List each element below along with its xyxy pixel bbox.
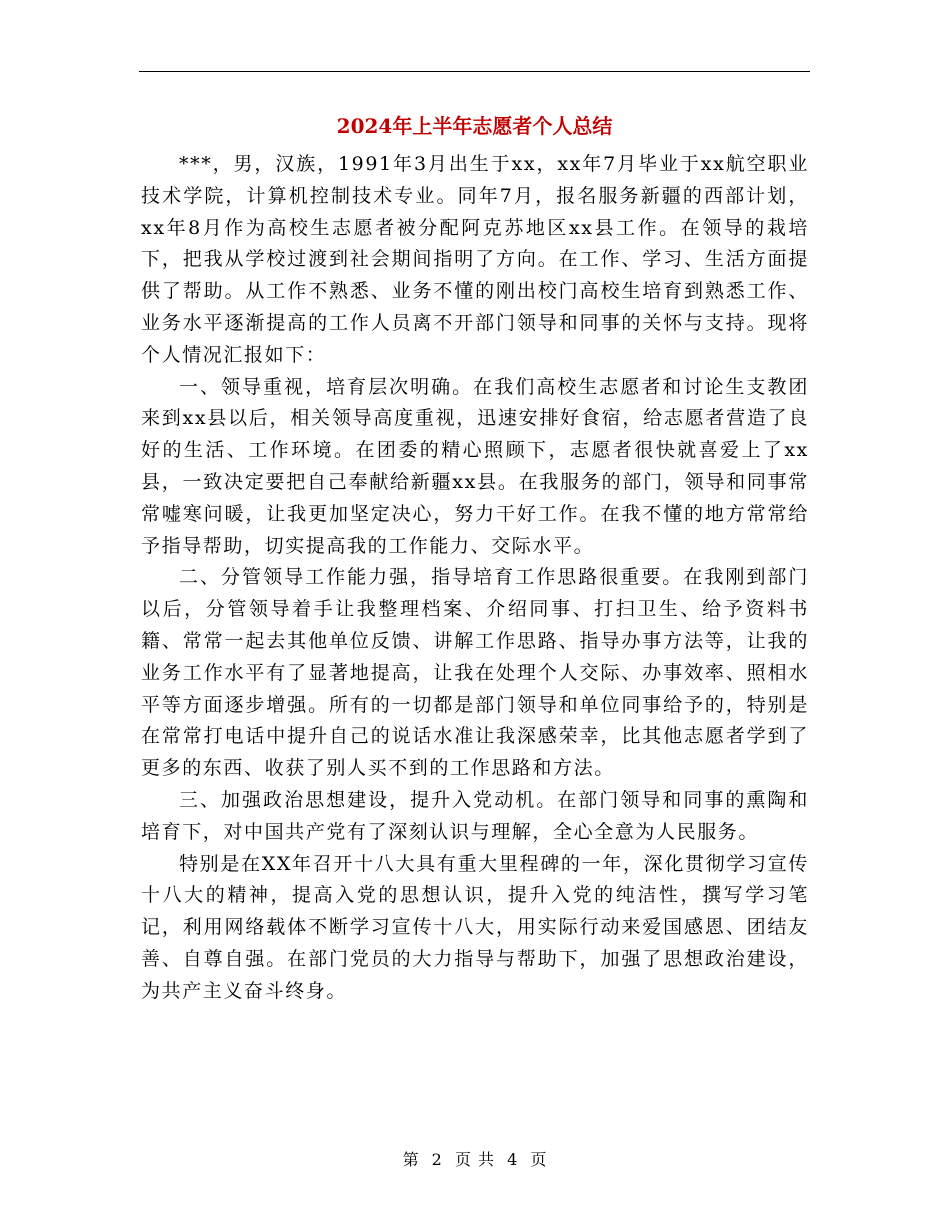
page-number-footer [0, 1148, 950, 1172]
paragraph-intro: ***，男，汉族，1991年3月出生于xx，xx年7月毕业于xx航空职业技术学院，计算机控制技术专业。同年7月，报名服务新疆的西部计划，xx年8月作为高校生志愿者被分配阿克苏地区xx县工作。在领导的栽培下，把我从学校过渡到社会期间指明了方向。在工作、学习、生活方面提供了帮助。从工作不熟悉、业务不懂的刚出校门高校生培育到熟悉工作、业务水平逐渐提高的工作人员离不开部门领导和同事的关怀与支持。现将个人情况汇报如下： [141, 153, 809, 366]
paragraph-section-one: 一、领导重视，培育层次明确。在我们高校生志愿者和讨论生支教团来到xx县以后，相关领导高度重视，迅速安排好食宿，给志愿者营造了良好的生活、工作环境。在团委的精心照顾下，志愿者很快就喜爱上了xx县，一致决定要把自己奉献给新疆xx县。在我服务的部门，领导和同事常常嘘寒问暖，让我更加坚定决心，努力干好工作。在我不懂的地方常常给予指导帮助，切实提高我的工作能力、交际水平。 [141, 375, 809, 557]
current-page-number: 2 [431, 1150, 443, 1169]
footer-prefix: 第 [402, 1150, 420, 1169]
header-rule [139, 71, 810, 72]
total-pages-number: 4 [507, 1150, 519, 1169]
footer-suffix: 页 [530, 1150, 548, 1169]
footer-middle: 页 共 [454, 1150, 496, 1169]
paragraph-section-two: 二、分管领导工作能力强，指导培育工作思路很重要。在我刚到部门以后，分管领导着手让我整理档案、介绍同事、打扫卫生、给予资料书籍、常常一起去其他单位反馈、讲解工作思路、指导办事方法等，让我的业务工作水平有了显著地提高，让我在处理个人交际、办事效率、照相水平等方面逐步增强。所有的一切都是部门领导和单位同事给予的，特别是在常常打电话中提升自己的说话水准让我深感荣幸，比其他志愿者学到了更多的东西、收获了别人买不到的工作思路和方法。 [141, 566, 809, 780]
document-body [141, 149, 809, 1008]
paragraph-section-three: 三、加强政治思想建设，提升入党动机。在部门领导和同事的熏陶和培育下，对中国共产党有了深刻认识与理解，全心全意为人民服务。 [141, 788, 809, 843]
paragraph-eighteenth-congress: 特别是在XX年召开十八大具有重大里程碑的一年，深化贯彻学习宣传十八大的精神，提高入党的思想认识，提升入党的纯洁性，撰写学习笔记，利用网络载体不断学习宣传十八大，用实际行动来爱国感恩、团结友善、自尊自强。在部门党员的大力指导与帮助下，加强了思想政治建设，为共产主义奋斗终身。 [141, 852, 809, 1002]
document-title: 2024年上半年志愿者个人总结 [336, 114, 613, 138]
